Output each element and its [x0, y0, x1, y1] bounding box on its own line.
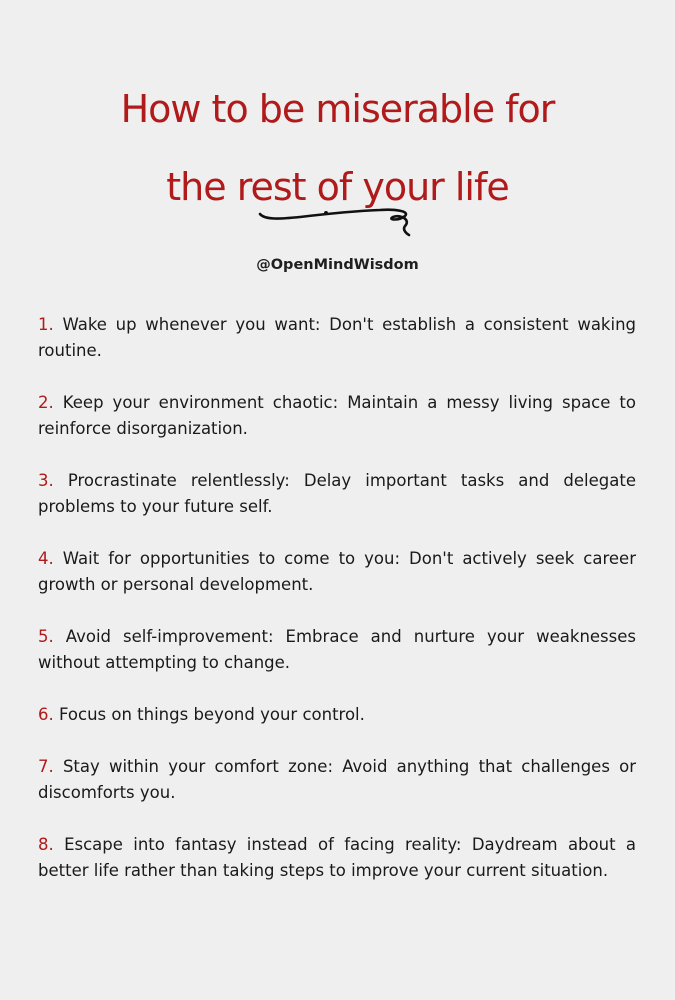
title-line-1: How to be miserable for	[120, 87, 555, 131]
squiggle-underline-icon	[255, 200, 420, 240]
item-text: Keep your environment chaotic: Maintain a messy living space to reinforce disorganization.	[38, 393, 636, 438]
list-item	[38, 468, 636, 520]
author-handle: @OpenMindWisdom	[256, 257, 419, 273]
item-text: Focus on things beyond your control.	[53, 705, 365, 724]
item-number: 2.	[38, 393, 54, 412]
item-number: 6.	[38, 705, 54, 724]
list-item	[38, 390, 636, 442]
item-number: 1.	[38, 315, 54, 334]
list-item	[38, 312, 636, 364]
item-number: 5.	[38, 627, 54, 646]
item-number: 7.	[38, 757, 54, 776]
item-text: Wait for opportunities to come to you: Don't actively seek career growth or personal development.	[38, 549, 636, 594]
item-number: 8.	[38, 835, 54, 854]
list-item	[38, 546, 636, 598]
item-text: Procrastinate relentlessly: Delay important tasks and delegate problems to your future self.	[38, 471, 636, 516]
list-item	[38, 624, 636, 676]
item-text: Wake up whenever you want: Don't establish a consistent waking routine.	[38, 315, 636, 360]
item-text: Avoid self-improvement: Embrace and nurture your weaknesses without attempting to change.	[38, 627, 636, 672]
list-item	[38, 832, 636, 884]
list-item	[38, 754, 636, 806]
item-number: 4.	[38, 549, 54, 568]
item-number: 3.	[38, 471, 54, 490]
list-item	[38, 702, 636, 728]
item-text: Escape into fantasy instead of facing reality: Daydream about a better life rather than taking steps to improve your current situation.	[38, 835, 636, 880]
item-text: Stay within your comfort zone: Avoid anything that challenges or discomforts you.	[38, 757, 636, 802]
tips-list	[38, 312, 636, 910]
title-line-2: the rest of your life	[166, 165, 509, 209]
